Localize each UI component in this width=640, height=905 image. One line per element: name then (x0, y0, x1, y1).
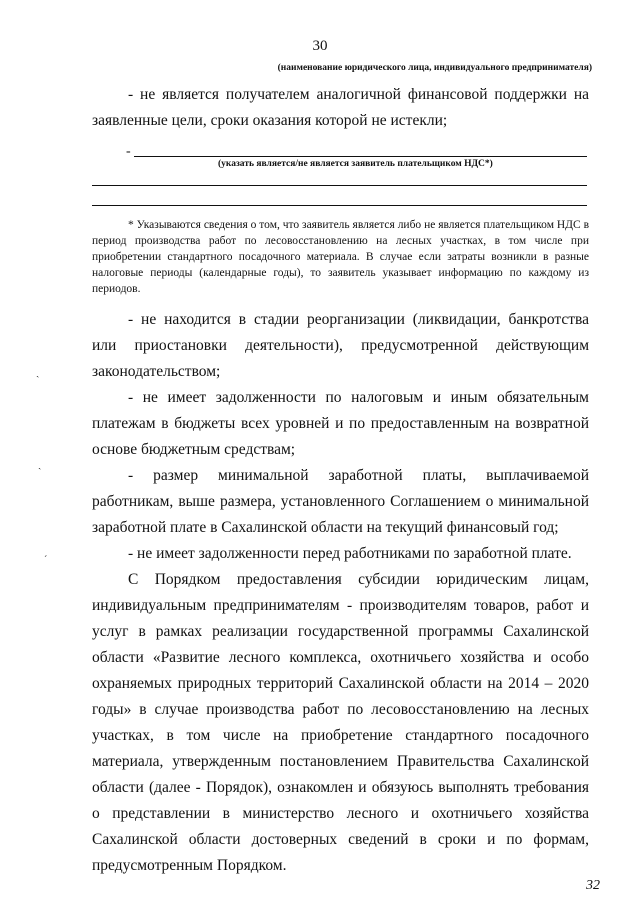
organization-name-caption: (наименование юридического лица, индивидуального предпринимателя) (277, 63, 592, 73)
acknowledgement-paragraph: С Порядком предоставления субсидии юридическим лицам, индивидуальным предпринимателям - производителям товаров, работ и услуг в рамках реализации государственной программы Сахалинской области «Развитие лесного комплекса, охотничьего хозяйства и особо охраняемых природных территорий Сахалинской области на 2014 – 2020 годы» в случае производства работ по лесовосстановлению на лесных участках, в том числе на приобретение стандартного посадочного материала, утвержденным постановлением Правительства Сахалинской области (далее - Порядок), ознакомлен и обязуюсь выполнять требования о представлении в министерство лесного и охотничьего хозяйства Сахалинской области достоверных сведений в сроки и по формам, предусмотренным Порядком. (92, 571, 589, 874)
margin-mark: ˊ (44, 555, 48, 566)
margin-mark: ˎ (36, 367, 40, 378)
condition-no-wage-debt: - не имеет задолженности перед работниками по заработной плате. (128, 545, 572, 562)
condition-no-tax-debt: - не имеет задолженности по налоговым и иным обязательным платежам в бюджеты всех уровней и по предоставленным на возвратной основе бюджетным средствам; (92, 389, 589, 458)
vat-caption: (указать является/не является заявитель плательщиком НДС*) (218, 159, 493, 169)
vat-blank-dash: - (126, 144, 131, 159)
condition-no-similar-support: - не является получателем аналогичной финансовой поддержки на заявленные цели, сроки оказания которой не истекли; (92, 86, 589, 129)
blank-line (92, 185, 587, 186)
condition-minimum-wage: - размер минимальной заработной платы, выплачиваемой работникам, выше размера, установленного Соглашением о минимальной заработной плате в Сахалинской области на текущий финансовый год; (92, 467, 589, 536)
corner-page-number: 32 (586, 878, 600, 893)
vat-footnote: * Указываются сведения о том, что заявитель является либо не является плательщиком НДС в период производства работ по лесовосстановлению на лесных участках, в том числе при приобретении стандартного посадочного материала. В случае если затраты возникли в разные налоговые периоды (календарные годы), то заявитель указывает информацию по каждому из периодов. (92, 219, 589, 295)
condition-no-reorganization: - не находится в стадии реорганизации (ликвидации, банкротства или приостановки деятельности), предусмотренной действующим законодательством; (92, 311, 589, 380)
margin-mark: ˏ (38, 459, 42, 470)
vat-fill-line (134, 156, 587, 157)
page-number: 30 (312, 38, 328, 54)
blank-line (92, 205, 587, 206)
